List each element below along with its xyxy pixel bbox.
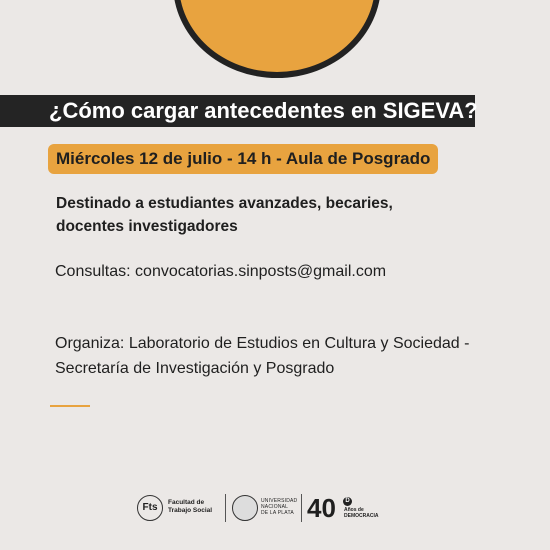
unlp-label-line-1: UNIVERSIDAD <box>261 498 298 504</box>
anniversary-label <box>344 507 394 519</box>
anniversary-label-line-2: DEMOCRACIA <box>344 513 379 519</box>
unlp-label-line-2: NACIONAL <box>261 504 289 510</box>
footer-separator <box>225 494 226 522</box>
anniversary-number: 40 <box>307 493 336 523</box>
anniversary-label-line-1: Años de <box>344 507 364 513</box>
audience-text <box>56 192 476 238</box>
organizer-text <box>55 331 525 381</box>
organizer-line-2: Secretaría de Investigación y Posgrado <box>55 360 335 377</box>
date-badge: Miércoles 12 de julio - 14 h - Aula de Posgrado <box>48 144 438 174</box>
unlp-label-line-3: DE LA PLATA <box>261 510 294 516</box>
democracy-badge-icon: D <box>343 497 352 506</box>
audience-line-2: docentes investigadores <box>56 218 238 235</box>
decorative-orange-circle <box>173 0 381 78</box>
fts-logo-icon: Fts <box>137 495 163 521</box>
unlp-label <box>261 498 306 516</box>
fts-label <box>168 499 223 515</box>
contact-text: Consultas: convocatorias.sinposts@gmail.com <box>55 263 387 280</box>
fts-label-line-1: Facultad de <box>168 499 205 506</box>
audience-line-1: Destinado a estudiantes avanzades, becaries, <box>56 195 393 212</box>
page-title: ¿Cómo cargar antecedentes en SIGEVA? <box>49 98 478 123</box>
unlp-seal-icon <box>232 495 258 521</box>
fts-label-line-2: Trabajo Social <box>168 507 213 514</box>
divider <box>50 405 90 407</box>
footer-separator <box>301 494 302 522</box>
footer-logos <box>137 493 397 527</box>
organizer-line-1: Organiza: Laboratorio de Estudios en Cultura y Sociedad - <box>55 335 470 352</box>
